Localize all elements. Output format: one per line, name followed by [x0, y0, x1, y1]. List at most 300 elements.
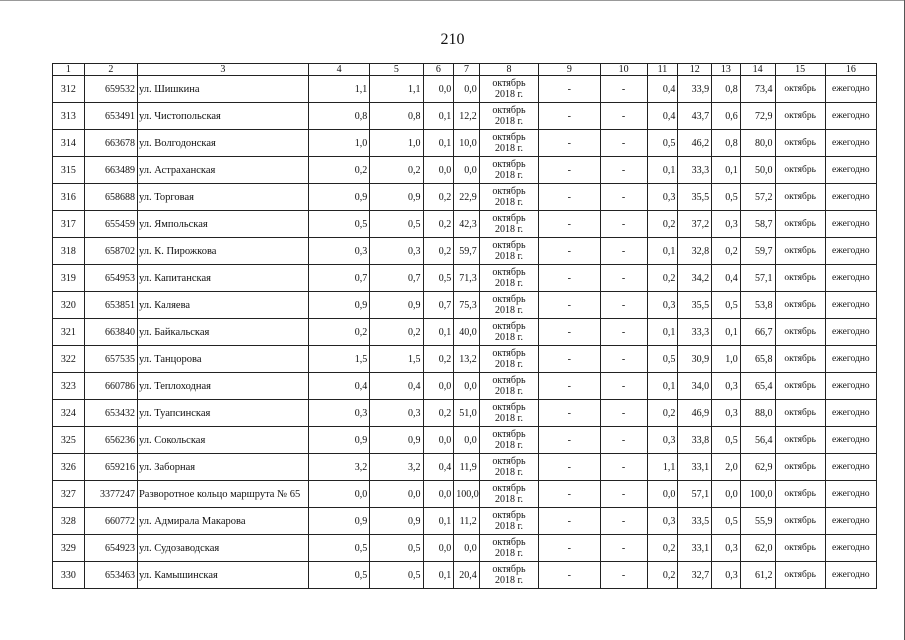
table-row	[53, 76, 877, 103]
value-cell-7: 10,0	[454, 130, 480, 157]
value-cell-4: 1,0	[308, 130, 369, 157]
month-cell: октябрь	[775, 211, 825, 238]
inspection-date-cell	[479, 184, 538, 211]
value-cell-5: 0,9	[370, 427, 423, 454]
value-cell-12: 33,9	[678, 76, 712, 103]
value-cell-5: 0,5	[370, 562, 423, 589]
value-cell-6: 0,0	[423, 76, 454, 103]
month-cell: октябрь	[775, 508, 825, 535]
value-cell-14: 57,1	[740, 265, 775, 292]
month-cell: октябрь	[775, 292, 825, 319]
table-row	[53, 481, 877, 508]
object-code-cell: 654923	[84, 535, 137, 562]
value-cell-4: 0,7	[308, 265, 369, 292]
inspection-year: 2018 г.	[494, 89, 523, 100]
value-cell-9: -	[539, 346, 600, 373]
value-cell-14: 56,4	[740, 427, 775, 454]
value-cell-11: 0,1	[647, 238, 678, 265]
value-cell-7: 59,7	[454, 238, 480, 265]
value-cell-13: 0,3	[712, 535, 741, 562]
month-cell: октябрь	[775, 454, 825, 481]
value-cell-5: 0,2	[370, 157, 423, 184]
month-cell: октябрь	[775, 346, 825, 373]
value-cell-14: 72,9	[740, 103, 775, 130]
month-cell: октябрь	[775, 103, 825, 130]
object-code-cell: 657535	[84, 346, 137, 373]
value-cell-12: 33,5	[678, 508, 712, 535]
inspection-year: 2018 г.	[494, 359, 523, 370]
frequency-cell: ежегодно	[825, 103, 876, 130]
column-header: 9	[539, 64, 600, 76]
value-cell-6: 0,2	[423, 211, 454, 238]
value-cell-6: 0,0	[423, 427, 454, 454]
table-row	[53, 103, 877, 130]
value-cell-9: -	[539, 508, 600, 535]
value-cell-5: 3,2	[370, 454, 423, 481]
inspection-month: октябрь	[492, 321, 526, 332]
object-code-cell: 660772	[84, 508, 137, 535]
frequency-cell: ежегодно	[825, 373, 876, 400]
value-cell-11: 0,5	[647, 346, 678, 373]
month-cell: октябрь	[775, 238, 825, 265]
row-number-cell: 322	[53, 346, 85, 373]
value-cell-14: 100,0	[740, 481, 775, 508]
row-number-cell: 312	[53, 76, 85, 103]
frequency-cell: ежегодно	[825, 508, 876, 535]
value-cell-5: 0,3	[370, 238, 423, 265]
value-cell-10: -	[600, 103, 647, 130]
inspection-year: 2018 г.	[494, 548, 523, 559]
value-cell-5: 1,5	[370, 346, 423, 373]
frequency-cell: ежегодно	[825, 562, 876, 589]
value-cell-11: 0,3	[647, 292, 678, 319]
value-cell-6: 0,1	[423, 319, 454, 346]
value-cell-12: 43,7	[678, 103, 712, 130]
street-name-cell: ул. Теплоходная	[137, 373, 308, 400]
inspection-year: 2018 г.	[494, 143, 523, 154]
value-cell-14: 61,2	[740, 562, 775, 589]
value-cell-4: 0,5	[308, 562, 369, 589]
value-cell-14: 62,9	[740, 454, 775, 481]
frequency-cell: ежегодно	[825, 535, 876, 562]
column-header: 5	[370, 64, 423, 76]
row-number-cell: 330	[53, 562, 85, 589]
row-number-cell: 315	[53, 157, 85, 184]
value-cell-13: 0,2	[712, 238, 741, 265]
month-cell: октябрь	[775, 130, 825, 157]
value-cell-9: -	[539, 238, 600, 265]
value-cell-5: 0,9	[370, 292, 423, 319]
inspection-month: октябрь	[492, 348, 526, 359]
inspection-date-cell	[479, 400, 538, 427]
column-header: 2	[84, 64, 137, 76]
value-cell-14: 55,9	[740, 508, 775, 535]
month-cell: октябрь	[775, 427, 825, 454]
value-cell-9: -	[539, 292, 600, 319]
value-cell-6: 0,0	[423, 157, 454, 184]
column-header: 12	[678, 64, 712, 76]
inspection-year: 2018 г.	[494, 170, 523, 181]
value-cell-10: -	[600, 346, 647, 373]
street-name-cell: ул. Сокольская	[137, 427, 308, 454]
value-cell-13: 0,3	[712, 400, 741, 427]
inspection-month: октябрь	[492, 564, 526, 575]
value-cell-5: 0,3	[370, 400, 423, 427]
frequency-cell: ежегодно	[825, 481, 876, 508]
frequency-cell: ежегодно	[825, 265, 876, 292]
value-cell-11: 0,2	[647, 400, 678, 427]
value-cell-13: 0,5	[712, 508, 741, 535]
object-code-cell: 653463	[84, 562, 137, 589]
table-row	[53, 400, 877, 427]
value-cell-13: 0,1	[712, 319, 741, 346]
value-cell-9: -	[539, 373, 600, 400]
row-number-cell: 318	[53, 238, 85, 265]
value-cell-6: 0,2	[423, 400, 454, 427]
value-cell-7: 0,0	[454, 157, 480, 184]
value-cell-12: 46,9	[678, 400, 712, 427]
value-cell-12: 32,7	[678, 562, 712, 589]
inspection-date-cell	[479, 130, 538, 157]
inspection-month: октябрь	[492, 402, 526, 413]
value-cell-10: -	[600, 562, 647, 589]
inspection-month: октябрь	[492, 159, 526, 170]
inspection-month: октябрь	[492, 267, 526, 278]
value-cell-7: 0,0	[454, 373, 480, 400]
value-cell-6: 0,0	[423, 535, 454, 562]
value-cell-5: 0,9	[370, 508, 423, 535]
row-number-cell: 326	[53, 454, 85, 481]
value-cell-5: 0,5	[370, 535, 423, 562]
inspection-month: октябрь	[492, 456, 526, 467]
column-header: 11	[647, 64, 678, 76]
value-cell-9: -	[539, 454, 600, 481]
value-cell-6: 0,0	[423, 373, 454, 400]
row-number-cell: 316	[53, 184, 85, 211]
table-row	[53, 157, 877, 184]
value-cell-5: 0,7	[370, 265, 423, 292]
row-number-cell: 321	[53, 319, 85, 346]
table-row	[53, 535, 877, 562]
inspection-year: 2018 г.	[494, 440, 523, 451]
value-cell-10: -	[600, 373, 647, 400]
value-cell-7: 51,0	[454, 400, 480, 427]
value-cell-9: -	[539, 184, 600, 211]
month-cell: октябрь	[775, 373, 825, 400]
value-cell-11: 0,1	[647, 373, 678, 400]
object-code-cell: 658688	[84, 184, 137, 211]
object-code-cell: 663840	[84, 319, 137, 346]
column-header: 1	[53, 64, 85, 76]
street-name-cell: ул. Волгодонская	[137, 130, 308, 157]
inspection-year: 2018 г.	[494, 386, 523, 397]
value-cell-13: 0,8	[712, 76, 741, 103]
inspection-date-cell	[479, 211, 538, 238]
value-cell-6: 0,7	[423, 292, 454, 319]
object-code-cell: 659532	[84, 76, 137, 103]
inspection-year: 2018 г.	[494, 305, 523, 316]
table-row	[53, 319, 877, 346]
row-number-cell: 323	[53, 373, 85, 400]
value-cell-6: 0,1	[423, 103, 454, 130]
value-cell-4: 0,9	[308, 292, 369, 319]
inspection-month: октябрь	[492, 483, 526, 494]
table-row	[53, 130, 877, 157]
value-cell-9: -	[539, 427, 600, 454]
value-cell-10: -	[600, 76, 647, 103]
value-cell-13: 0,6	[712, 103, 741, 130]
frequency-cell: ежегодно	[825, 454, 876, 481]
row-number-cell: 325	[53, 427, 85, 454]
table-row	[53, 427, 877, 454]
object-code-cell: 653851	[84, 292, 137, 319]
value-cell-4: 0,9	[308, 508, 369, 535]
value-cell-4: 0,5	[308, 535, 369, 562]
value-cell-11: 0,4	[647, 76, 678, 103]
frequency-cell: ежегодно	[825, 346, 876, 373]
table-row	[53, 265, 877, 292]
month-cell: октябрь	[775, 562, 825, 589]
frequency-cell: ежегодно	[825, 238, 876, 265]
value-cell-13: 0,5	[712, 184, 741, 211]
object-code-cell: 654953	[84, 265, 137, 292]
street-name-cell: ул. Ямпольская	[137, 211, 308, 238]
value-cell-10: -	[600, 454, 647, 481]
object-code-cell: 653432	[84, 400, 137, 427]
value-cell-10: -	[600, 400, 647, 427]
table-row	[53, 373, 877, 400]
value-cell-14: 73,4	[740, 76, 775, 103]
frequency-cell: ежегодно	[825, 292, 876, 319]
month-cell: октябрь	[775, 400, 825, 427]
object-code-cell: 663489	[84, 157, 137, 184]
row-number-cell: 328	[53, 508, 85, 535]
value-cell-6: 0,0	[423, 481, 454, 508]
inspection-date-cell	[479, 373, 538, 400]
value-cell-14: 57,2	[740, 184, 775, 211]
value-cell-10: -	[600, 211, 647, 238]
value-cell-12: 35,5	[678, 184, 712, 211]
street-name-cell: ул. Камышинская	[137, 562, 308, 589]
column-header: 14	[740, 64, 775, 76]
value-cell-11: 0,2	[647, 265, 678, 292]
value-cell-4: 0,3	[308, 400, 369, 427]
row-number-cell: 314	[53, 130, 85, 157]
value-cell-12: 33,8	[678, 427, 712, 454]
frequency-cell: ежегодно	[825, 130, 876, 157]
value-cell-12: 33,3	[678, 319, 712, 346]
row-number-cell: 320	[53, 292, 85, 319]
value-cell-14: 88,0	[740, 400, 775, 427]
value-cell-7: 20,4	[454, 562, 480, 589]
value-cell-14: 66,7	[740, 319, 775, 346]
table-row	[53, 454, 877, 481]
value-cell-13: 0,8	[712, 130, 741, 157]
column-header: 10	[600, 64, 647, 76]
frequency-cell: ежегодно	[825, 211, 876, 238]
value-cell-5: 1,1	[370, 76, 423, 103]
frequency-cell: ежегодно	[825, 184, 876, 211]
value-cell-12: 46,2	[678, 130, 712, 157]
inspection-date-cell	[479, 319, 538, 346]
value-cell-7: 0,0	[454, 427, 480, 454]
inspection-date-cell	[479, 481, 538, 508]
row-number-cell: 329	[53, 535, 85, 562]
value-cell-14: 65,8	[740, 346, 775, 373]
inspection-date-cell	[479, 562, 538, 589]
street-name-cell: ул. Каляева	[137, 292, 308, 319]
value-cell-9: -	[539, 130, 600, 157]
value-cell-6: 0,2	[423, 184, 454, 211]
value-cell-7: 42,3	[454, 211, 480, 238]
street-name-cell: ул. Капитанская	[137, 265, 308, 292]
row-number-cell: 317	[53, 211, 85, 238]
row-number-cell: 319	[53, 265, 85, 292]
inspection-month: октябрь	[492, 78, 526, 89]
value-cell-4: 0,4	[308, 373, 369, 400]
value-cell-10: -	[600, 292, 647, 319]
value-cell-12: 33,1	[678, 535, 712, 562]
value-cell-13: 1,0	[712, 346, 741, 373]
value-cell-4: 0,0	[308, 481, 369, 508]
value-cell-11: 0,3	[647, 427, 678, 454]
value-cell-11: 0,0	[647, 481, 678, 508]
value-cell-10: -	[600, 508, 647, 535]
object-code-cell: 3377247	[84, 481, 137, 508]
month-cell: октябрь	[775, 157, 825, 184]
object-code-cell: 660786	[84, 373, 137, 400]
data-table	[52, 63, 877, 589]
value-cell-7: 100,0	[454, 481, 480, 508]
value-cell-6: 0,1	[423, 508, 454, 535]
value-cell-10: -	[600, 535, 647, 562]
value-cell-4: 0,9	[308, 184, 369, 211]
value-cell-10: -	[600, 130, 647, 157]
value-cell-10: -	[600, 427, 647, 454]
street-name-cell: ул. Байкальская	[137, 319, 308, 346]
month-cell: октябрь	[775, 265, 825, 292]
inspection-date-cell	[479, 76, 538, 103]
value-cell-14: 50,0	[740, 157, 775, 184]
value-cell-5: 0,2	[370, 319, 423, 346]
inspection-year: 2018 г.	[494, 278, 523, 289]
table-row	[53, 292, 877, 319]
inspection-date-cell	[479, 454, 538, 481]
value-cell-9: -	[539, 481, 600, 508]
frequency-cell: ежегодно	[825, 319, 876, 346]
frequency-cell: ежегодно	[825, 400, 876, 427]
value-cell-7: 13,2	[454, 346, 480, 373]
value-cell-12: 34,2	[678, 265, 712, 292]
value-cell-13: 0,5	[712, 427, 741, 454]
value-cell-9: -	[539, 157, 600, 184]
inspection-year: 2018 г.	[494, 494, 523, 505]
column-header: 3	[137, 64, 308, 76]
month-cell: октябрь	[775, 184, 825, 211]
inspection-year: 2018 г.	[494, 197, 523, 208]
value-cell-11: 0,4	[647, 103, 678, 130]
value-cell-14: 65,4	[740, 373, 775, 400]
page-number: 210	[440, 31, 465, 48]
value-cell-11: 1,1	[647, 454, 678, 481]
inspection-month: октябрь	[492, 132, 526, 143]
inspection-year: 2018 г.	[494, 413, 523, 424]
object-code-cell: 653491	[84, 103, 137, 130]
value-cell-4: 0,9	[308, 427, 369, 454]
row-number-cell: 327	[53, 481, 85, 508]
value-cell-7: 22,9	[454, 184, 480, 211]
value-cell-7: 0,0	[454, 76, 480, 103]
value-cell-13: 0,3	[712, 562, 741, 589]
inspection-month: октябрь	[492, 105, 526, 116]
value-cell-10: -	[600, 157, 647, 184]
month-cell: октябрь	[775, 319, 825, 346]
value-cell-7: 0,0	[454, 535, 480, 562]
inspection-year: 2018 г.	[494, 224, 523, 235]
value-cell-5: 0,4	[370, 373, 423, 400]
value-cell-7: 75,3	[454, 292, 480, 319]
value-cell-4: 0,2	[308, 157, 369, 184]
inspection-date-cell	[479, 103, 538, 130]
value-cell-4: 1,5	[308, 346, 369, 373]
value-cell-13: 0,3	[712, 211, 741, 238]
value-cell-13: 0,0	[712, 481, 741, 508]
table-row	[53, 238, 877, 265]
column-header: 13	[712, 64, 741, 76]
value-cell-10: -	[600, 184, 647, 211]
inspection-date-cell	[479, 292, 538, 319]
value-cell-12: 34,0	[678, 373, 712, 400]
month-cell: октябрь	[775, 76, 825, 103]
value-cell-9: -	[539, 562, 600, 589]
value-cell-6: 0,1	[423, 130, 454, 157]
value-cell-10: -	[600, 265, 647, 292]
column-header: 15	[775, 64, 825, 76]
inspection-year: 2018 г.	[494, 332, 523, 343]
value-cell-6: 0,2	[423, 238, 454, 265]
value-cell-12: 57,1	[678, 481, 712, 508]
inspection-month: октябрь	[492, 429, 526, 440]
column-header: 8	[479, 64, 538, 76]
value-cell-9: -	[539, 76, 600, 103]
street-name-cell: ул. Адмирала Макарова	[137, 508, 308, 535]
inspection-month: октябрь	[492, 240, 526, 251]
value-cell-13: 0,1	[712, 157, 741, 184]
value-cell-11: 0,2	[647, 562, 678, 589]
value-cell-14: 59,7	[740, 238, 775, 265]
object-code-cell: 656236	[84, 427, 137, 454]
value-cell-12: 35,5	[678, 292, 712, 319]
value-cell-4: 0,5	[308, 211, 369, 238]
value-cell-4: 0,8	[308, 103, 369, 130]
value-cell-13: 0,5	[712, 292, 741, 319]
row-number-cell: 313	[53, 103, 85, 130]
object-code-cell: 659216	[84, 454, 137, 481]
column-number-header	[53, 64, 877, 76]
table-row	[53, 346, 877, 373]
value-cell-14: 53,8	[740, 292, 775, 319]
page-edge-top	[0, 0, 905, 1]
street-name-cell: ул. Шишкина	[137, 76, 308, 103]
value-cell-11: 0,2	[647, 535, 678, 562]
inspection-month: октябрь	[492, 213, 526, 224]
inspection-date-cell	[479, 535, 538, 562]
value-cell-14: 58,7	[740, 211, 775, 238]
value-cell-9: -	[539, 265, 600, 292]
frequency-cell: ежегодно	[825, 427, 876, 454]
inspection-year: 2018 г.	[494, 116, 523, 127]
value-cell-14: 80,0	[740, 130, 775, 157]
